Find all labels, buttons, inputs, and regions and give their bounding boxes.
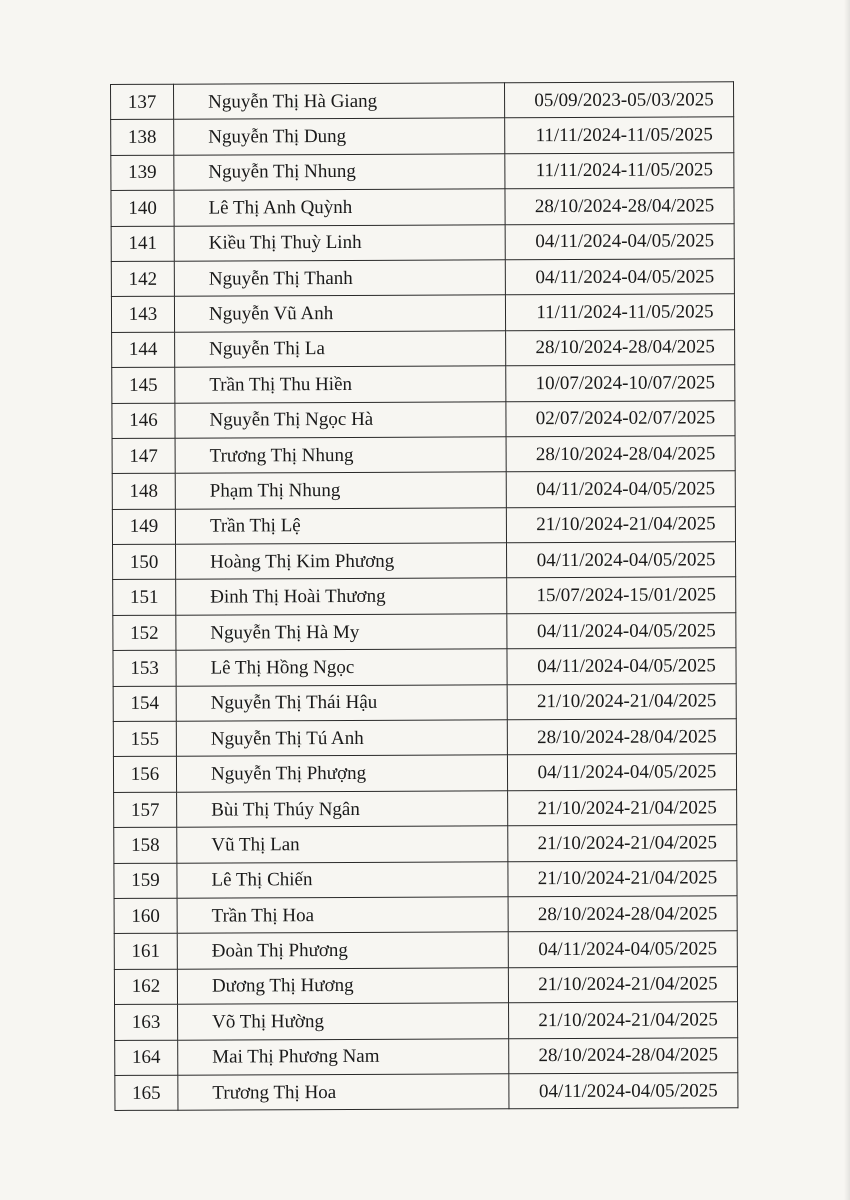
table-row: [113, 542, 736, 580]
row-name-cell: Lê Thị Hồng Ngọc: [176, 649, 507, 686]
table-row: [112, 400, 735, 438]
row-period-cell: 11/11/2024-11/05/2025: [505, 153, 734, 189]
row-number-cell: 139: [111, 155, 174, 191]
table-row: [111, 223, 734, 261]
row-number-cell: 157: [114, 792, 177, 828]
row-number-cell: 137: [111, 84, 174, 120]
table-row: [113, 577, 736, 615]
row-number-cell: 156: [113, 757, 176, 793]
table-row: [114, 825, 737, 863]
table-row: [112, 506, 735, 544]
row-name-cell: Nguyễn Thị La: [175, 331, 506, 368]
table-row: [112, 365, 735, 403]
row-name-cell: Trần Thị Thu Hiền: [175, 366, 506, 403]
table-row: [113, 683, 736, 721]
row-name-cell: Nguyễn Thị Phượng: [176, 755, 507, 792]
table-row: [111, 117, 734, 155]
row-number-cell: 138: [111, 120, 174, 156]
row-name-cell: Lê Thị Anh Quỳnh: [174, 189, 505, 226]
table-row: [114, 860, 737, 898]
row-name-cell: Nguyễn Thị Hà Giang: [174, 83, 505, 120]
row-name-cell: Nguyễn Thị Hà My: [176, 614, 507, 651]
row-period-cell: 02/07/2024-02/07/2025: [506, 400, 735, 436]
row-name-cell: Nguyễn Thị Tú Anh: [176, 720, 507, 757]
row-name-cell: Kiều Thị Thuỳ Linh: [174, 224, 505, 261]
row-name-cell: Nguyễn Thị Ngọc Hà: [175, 401, 506, 438]
row-number-cell: 155: [113, 721, 176, 757]
table-row: [112, 436, 735, 474]
row-name-cell: Hoàng Thị Kim Phương: [176, 543, 507, 580]
table-row: [113, 754, 736, 792]
row-number-cell: 159: [114, 863, 177, 899]
row-name-cell: Trần Thị Lệ: [175, 507, 506, 544]
row-number-cell: 145: [112, 367, 175, 403]
row-name-cell: Đinh Thị Hoài Thương: [176, 578, 507, 615]
row-period-cell: 04/11/2024-04/05/2025: [509, 1073, 738, 1109]
table-row: [112, 471, 735, 509]
row-number-cell: 150: [113, 544, 176, 580]
row-period-cell: 21/10/2024-21/04/2025: [508, 790, 737, 826]
row-period-cell: 10/07/2024-10/07/2025: [506, 365, 735, 401]
roster-table-body: [111, 82, 738, 1111]
row-number-cell: 149: [112, 509, 175, 545]
table-row: [111, 294, 734, 332]
row-name-cell: Vũ Thị Lan: [177, 826, 508, 863]
row-period-cell: 04/11/2024-04/05/2025: [506, 471, 735, 507]
table-row: [111, 188, 734, 226]
row-name-cell: Bùi Thị Thúy Ngân: [177, 791, 508, 828]
row-number-cell: 162: [114, 969, 177, 1005]
table-row: [114, 931, 737, 969]
row-number-cell: 154: [113, 686, 176, 722]
row-name-cell: Dương Thị Hương: [177, 968, 508, 1005]
row-period-cell: 04/11/2024-04/05/2025: [507, 613, 736, 649]
row-name-cell: Nguyễn Thị Nhung: [174, 154, 505, 191]
row-number-cell: 158: [114, 827, 177, 863]
row-number-cell: 142: [111, 261, 174, 297]
row-name-cell: Nguyễn Thị Thanh: [174, 260, 505, 297]
row-period-cell: 04/11/2024-04/05/2025: [505, 223, 734, 259]
row-period-cell: 28/10/2024-28/04/2025: [507, 719, 736, 755]
row-period-cell: 21/10/2024-21/04/2025: [507, 683, 736, 719]
table-row: [111, 153, 734, 191]
table-row: [111, 82, 734, 120]
row-number-cell: 141: [111, 226, 174, 262]
row-period-cell: 04/11/2024-04/05/2025: [507, 754, 736, 790]
row-period-cell: 28/10/2024-28/04/2025: [509, 1037, 738, 1073]
row-number-cell: 146: [112, 403, 175, 439]
row-period-cell: 28/10/2024-28/04/2025: [506, 330, 735, 366]
row-name-cell: Đoàn Thị Phương: [177, 932, 508, 969]
row-name-cell: Mai Thị Phương Nam: [178, 1038, 509, 1075]
row-number-cell: 163: [115, 1004, 178, 1040]
row-name-cell: Trương Thị Hoa: [178, 1074, 509, 1111]
row-period-cell: 04/11/2024-04/05/2025: [507, 542, 736, 578]
row-period-cell: 21/10/2024-21/04/2025: [506, 506, 735, 542]
row-name-cell: Nguyễn Vũ Anh: [174, 295, 505, 332]
row-period-cell: 21/10/2024-21/04/2025: [508, 825, 737, 861]
table-row: [114, 967, 737, 1005]
row-name-cell: Nguyễn Thị Dung: [174, 118, 505, 155]
row-number-cell: 144: [112, 332, 175, 368]
roster-table: [110, 81, 738, 1111]
row-name-cell: Nguyễn Thị Thái Hậu: [176, 684, 507, 721]
row-period-cell: 28/10/2024-28/04/2025: [508, 896, 737, 932]
table-row: [113, 719, 736, 757]
table-row: [115, 1002, 738, 1040]
row-number-cell: 164: [115, 1040, 178, 1076]
table-row: [111, 259, 734, 297]
table-row: [113, 648, 736, 686]
row-number-cell: 152: [113, 615, 176, 651]
row-name-cell: Trương Thị Nhung: [175, 437, 506, 474]
table-row: [114, 790, 737, 828]
table-row: [115, 1037, 738, 1075]
row-number-cell: 140: [111, 190, 174, 226]
row-period-cell: 05/09/2023-05/03/2025: [504, 82, 733, 118]
row-period-cell: 21/10/2024-21/04/2025: [508, 967, 737, 1003]
row-number-cell: 148: [112, 474, 175, 510]
row-period-cell: 11/11/2024-11/05/2025: [505, 294, 734, 330]
row-number-cell: 165: [115, 1075, 178, 1111]
row-period-cell: 21/10/2024-21/04/2025: [508, 860, 737, 896]
row-number-cell: 143: [111, 297, 174, 333]
row-period-cell: 28/10/2024-28/04/2025: [505, 188, 734, 224]
table-row: [114, 896, 737, 934]
row-name-cell: Lê Thị Chiến: [177, 861, 508, 898]
row-name-cell: Phạm Thị Nhung: [175, 472, 506, 509]
table-row: [115, 1073, 738, 1111]
row-period-cell: 04/11/2024-04/05/2025: [505, 259, 734, 295]
row-period-cell: 28/10/2024-28/04/2025: [506, 436, 735, 472]
row-number-cell: 161: [114, 934, 177, 970]
scan-edge-shadow: [844, 0, 850, 1200]
row-name-cell: Võ Thị Hường: [178, 1003, 509, 1040]
table-row: [112, 330, 735, 368]
row-number-cell: 147: [112, 438, 175, 474]
row-name-cell: Trần Thị Hoa: [177, 897, 508, 934]
table-row: [113, 613, 736, 651]
row-number-cell: 160: [114, 898, 177, 934]
row-period-cell: 04/11/2024-04/05/2025: [508, 931, 737, 967]
row-period-cell: 11/11/2024-11/05/2025: [505, 117, 734, 153]
row-period-cell: 04/11/2024-04/05/2025: [507, 648, 736, 684]
row-number-cell: 151: [113, 580, 176, 616]
row-number-cell: 153: [113, 650, 176, 686]
row-period-cell: 21/10/2024-21/04/2025: [509, 1002, 738, 1038]
row-period-cell: 15/07/2024-15/01/2025: [507, 577, 736, 613]
